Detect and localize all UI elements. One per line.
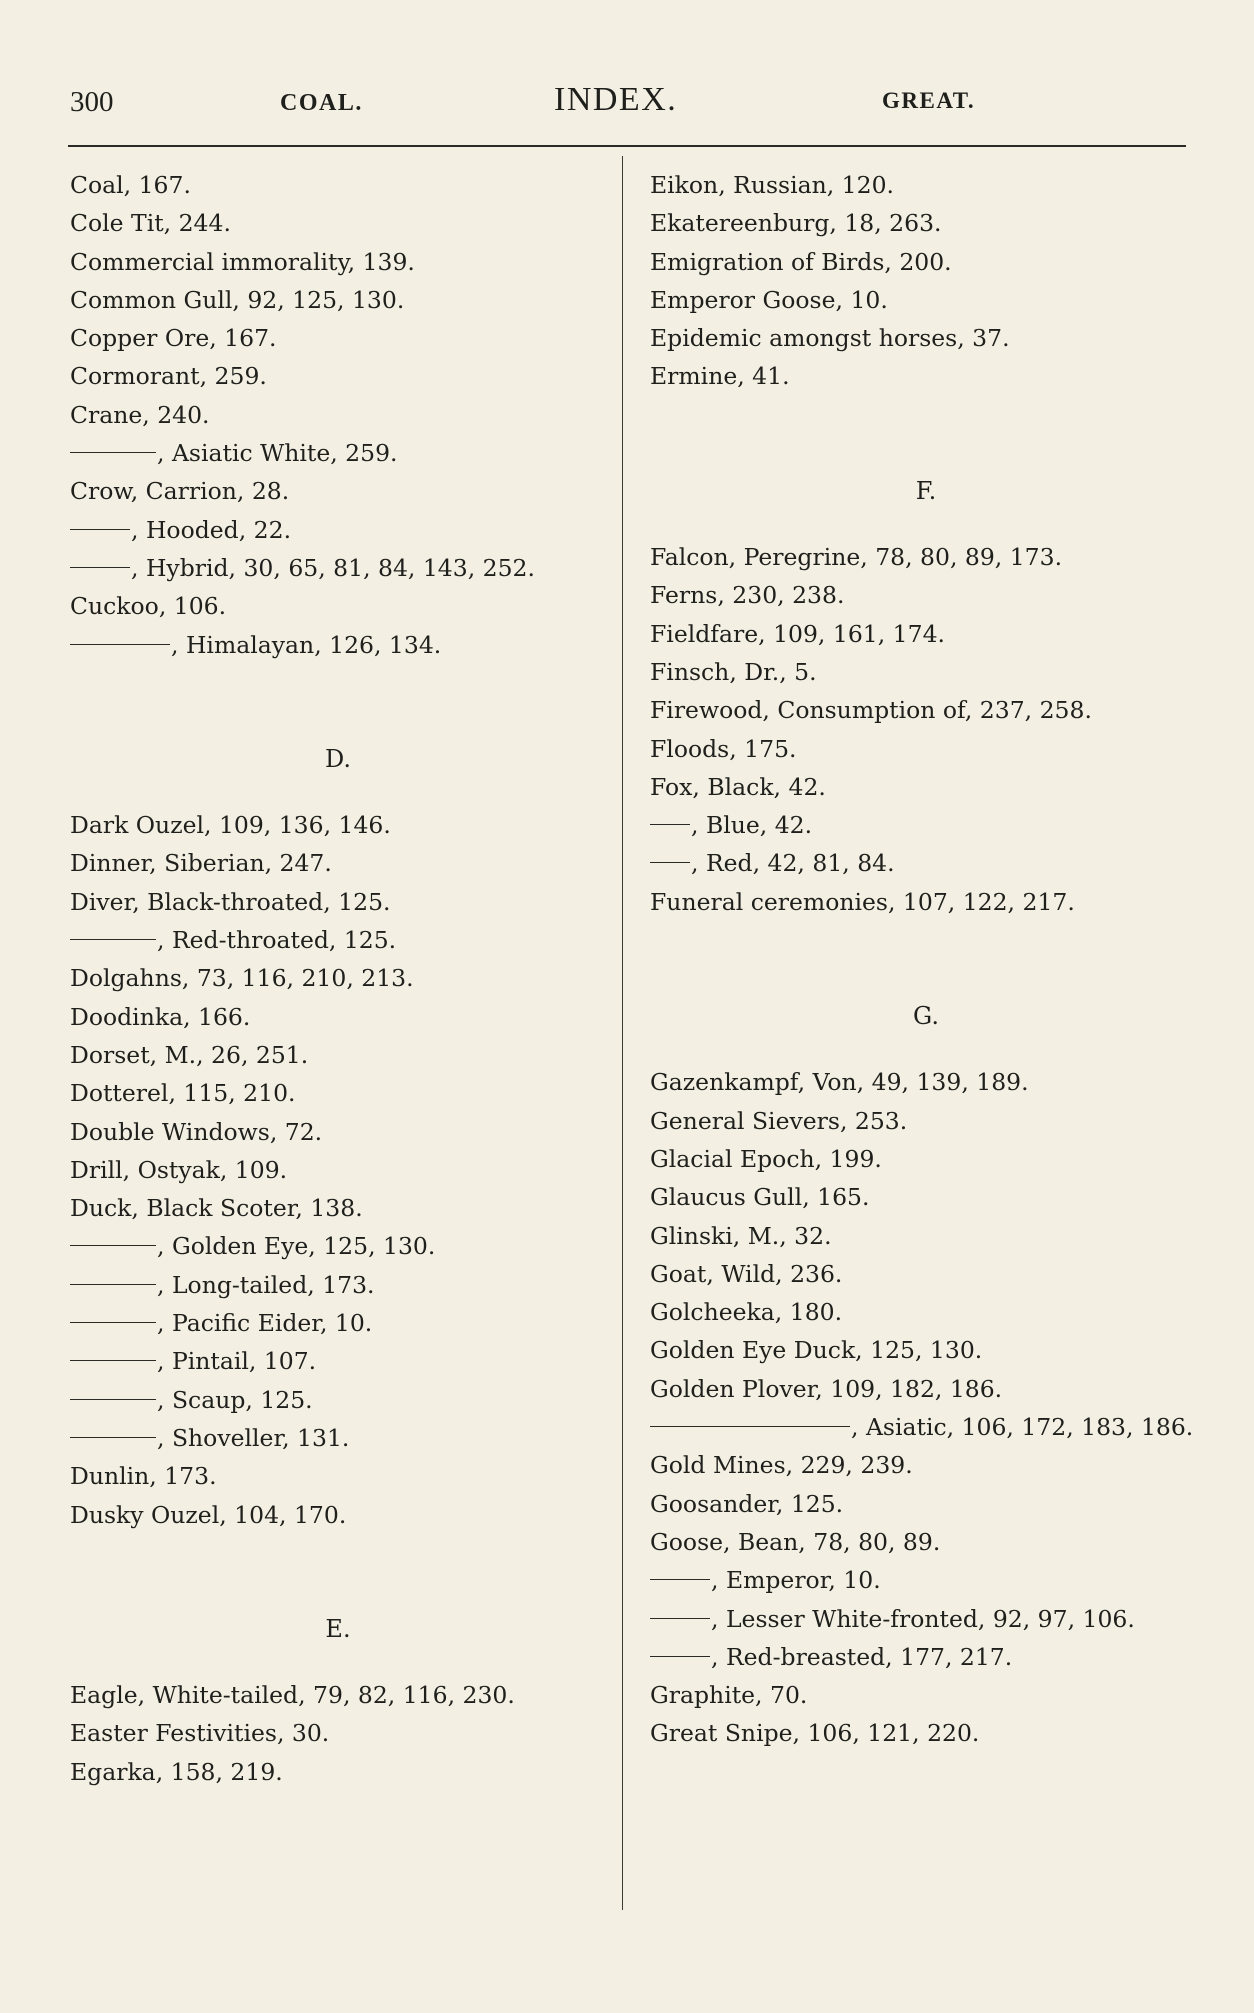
index-entry: Epidemic amongst horses, 37. bbox=[650, 324, 1010, 353]
index-entry: Double Windows, 72. bbox=[70, 1117, 323, 1146]
index-entry: Cormorant, 259. bbox=[70, 362, 267, 391]
index-entry: Gold Mines, 229, 239. bbox=[650, 1451, 913, 1480]
ditto-dash bbox=[650, 824, 690, 825]
index-entry: Eagle, White-tailed, 79, 82, 116, 230. bbox=[70, 1681, 515, 1710]
subentry-text: , Lesser White-fronted, 92, 97, 106. bbox=[711, 1604, 1135, 1633]
ditto-dash bbox=[650, 1618, 710, 1619]
subentry-text: , Red-breasted, 177, 217. bbox=[711, 1642, 1013, 1671]
index-subentry bbox=[70, 434, 606, 472]
index-subentry bbox=[70, 1381, 606, 1419]
index-entry: Firewood, Consumption of, 237, 258. bbox=[650, 696, 1092, 725]
index-entry: Gazenkampf, Von, 49, 139, 189. bbox=[650, 1068, 1029, 1097]
index-entry: Graphite, 70. bbox=[650, 1681, 808, 1710]
index-entry: Common Gull, 92, 125, 130. bbox=[70, 285, 405, 314]
running-header bbox=[68, 78, 1188, 128]
index-entry: Dunlin, 173. bbox=[70, 1462, 217, 1491]
index-entry: Drill, Ostyak, 109. bbox=[70, 1155, 288, 1184]
index-entry: Goose, Bean, 78, 80, 89. bbox=[650, 1527, 941, 1556]
ditto-dash bbox=[650, 1656, 710, 1657]
header-right-keyword: GREAT. bbox=[882, 88, 976, 113]
index-entry: Fox, Black, 42. bbox=[650, 772, 826, 801]
index-entry: General Sievers, 253. bbox=[650, 1106, 908, 1135]
section-heading-e: E. bbox=[325, 1614, 351, 1643]
header-left-keyword: COAL. bbox=[280, 90, 363, 116]
index-entry: Crane, 240. bbox=[70, 400, 210, 429]
index-entry: Dark Ouzel, 109, 136, 146. bbox=[70, 811, 391, 840]
left-column bbox=[70, 166, 606, 1791]
subentry-text: , Blue, 42. bbox=[691, 811, 813, 840]
index-entry: Copper Ore, 167. bbox=[70, 324, 277, 353]
ditto-dash bbox=[70, 567, 130, 568]
ditto-dash bbox=[70, 529, 130, 530]
page-number: 300 bbox=[70, 86, 114, 118]
subentry-text: , Shoveller, 131. bbox=[157, 1423, 350, 1452]
ditto-dash bbox=[70, 1322, 156, 1323]
index-entry: Coal, 167. bbox=[70, 171, 191, 199]
section-heading-g: G. bbox=[913, 1002, 939, 1031]
ditto-dash bbox=[650, 1426, 850, 1427]
subentry-text: , Asiatic, 106, 172, 183, 186. bbox=[851, 1413, 1194, 1442]
ditto-dash bbox=[650, 1579, 710, 1580]
ditto-dash bbox=[70, 1245, 156, 1246]
subentry-text: , Emperor, 10. bbox=[711, 1566, 881, 1595]
index-entry: Crow, Carrion, 28. bbox=[70, 477, 290, 506]
index-entry: Dotterel, 115, 210. bbox=[70, 1079, 296, 1108]
index-subentry bbox=[70, 921, 606, 959]
subentry-text: , Pintail, 107. bbox=[157, 1347, 317, 1376]
index-subentry bbox=[70, 1304, 606, 1342]
index-subentry bbox=[70, 1227, 606, 1265]
index-subentry bbox=[70, 626, 606, 664]
index-entry: Falcon, Peregrine, 78, 80, 89, 173. bbox=[650, 543, 1063, 572]
index-entry: Commercial immorality, 139. bbox=[70, 247, 415, 276]
index-entry: Easter Festivities, 30. bbox=[70, 1719, 330, 1748]
index-entry: Emigration of Birds, 200. bbox=[650, 247, 952, 276]
section-heading-f: F. bbox=[915, 476, 937, 505]
subentry-text: , Red-throated, 125. bbox=[157, 926, 397, 955]
column-divider bbox=[622, 156, 623, 1910]
index-entry: Dolgahns, 73, 116, 210, 213. bbox=[70, 964, 414, 993]
index-entry: Ekatereenburg, 18, 263. bbox=[650, 209, 942, 238]
index-entry: Golden Plover, 109, 182, 186. bbox=[650, 1374, 1003, 1403]
ditto-dash bbox=[70, 1284, 156, 1285]
index-entry: Great Snipe, 106, 121, 220. bbox=[650, 1719, 980, 1748]
index-subentry bbox=[650, 1561, 1202, 1599]
subentry-text: , Hybrid, 30, 65, 81, 84, 143, 252. bbox=[131, 553, 535, 582]
index-entry: Glinski, M., 32. bbox=[650, 1221, 832, 1250]
index-subentry bbox=[650, 1638, 1202, 1676]
index-subentry bbox=[70, 1342, 606, 1380]
ditto-dash bbox=[70, 452, 156, 453]
index-entry: Golcheeka, 180. bbox=[650, 1298, 843, 1327]
index-subentry bbox=[650, 844, 1202, 882]
index-entry: Ferns, 230, 238. bbox=[650, 581, 845, 610]
index-entry: Cole Tit, 244. bbox=[70, 209, 231, 238]
subentry-text: , Hooded, 22. bbox=[131, 515, 292, 544]
index-subentry bbox=[70, 1266, 606, 1304]
index-subentry bbox=[650, 1408, 1202, 1446]
index-entry: Floods, 175. bbox=[650, 734, 797, 763]
index-entry: Duck, Black Scoter, 138. bbox=[70, 1194, 363, 1223]
index-entry: Fieldfare, 109, 161, 174. bbox=[650, 619, 945, 648]
ditto-dash bbox=[70, 939, 156, 940]
subentry-text: , Scaup, 125. bbox=[157, 1385, 313, 1414]
subentry-text: , Golden Eye, 125, 130. bbox=[157, 1232, 436, 1261]
subentry-text: , Pacific Eider, 10. bbox=[157, 1309, 373, 1338]
ditto-dash bbox=[650, 862, 690, 863]
subentry-text: , Red, 42, 81, 84. bbox=[691, 849, 895, 878]
ditto-dash bbox=[70, 1360, 156, 1361]
header-rule bbox=[68, 145, 1186, 147]
header-title: INDEX. bbox=[554, 81, 678, 118]
index-entry: Dinner, Siberian, 247. bbox=[70, 849, 332, 878]
index-entry: Glaucus Gull, 165. bbox=[650, 1183, 870, 1212]
ditto-dash bbox=[70, 1437, 156, 1438]
index-subentry bbox=[70, 511, 606, 549]
index-entry: Dorset, M., 26, 251. bbox=[70, 1040, 309, 1069]
section-heading-d: D. bbox=[324, 744, 351, 773]
index-entry: Dusky Ouzel, 104, 170. bbox=[70, 1500, 347, 1529]
index-entry: Goosander, 125. bbox=[650, 1489, 844, 1518]
index-entry: Eikon, Russian, 120. bbox=[650, 171, 895, 199]
ditto-dash bbox=[70, 644, 170, 645]
index-entry: Golden Eye Duck, 125, 130. bbox=[650, 1336, 983, 1365]
index-entry: Diver, Black-throated, 125. bbox=[70, 887, 391, 916]
right-column bbox=[650, 166, 1202, 1753]
subentry-text: , Himalayan, 126, 134. bbox=[171, 630, 442, 659]
index-entry: Finsch, Dr., 5. bbox=[650, 657, 817, 686]
index-entry: Egarka, 158, 219. bbox=[70, 1757, 283, 1786]
index-entry: Goat, Wild, 236. bbox=[650, 1259, 843, 1288]
index-entry: Emperor Goose, 10. bbox=[650, 285, 888, 314]
index-subentry bbox=[650, 806, 1202, 844]
index-subentry bbox=[70, 1419, 606, 1457]
ditto-dash bbox=[70, 1399, 156, 1400]
index-entry: Cuckoo, 106. bbox=[70, 592, 227, 621]
index-entry: Glacial Epoch, 199. bbox=[650, 1144, 882, 1173]
index-entry: Doodinka, 166. bbox=[70, 1002, 251, 1031]
index-entry: Ermine, 41. bbox=[650, 362, 790, 391]
subentry-text: , Long-tailed, 173. bbox=[157, 1270, 375, 1299]
index-entry: Funeral ceremonies, 107, 122, 217. bbox=[650, 887, 1075, 916]
index-subentry bbox=[650, 1600, 1202, 1638]
subentry-text: , Asiatic White, 259. bbox=[157, 439, 398, 468]
index-subentry bbox=[70, 549, 606, 587]
